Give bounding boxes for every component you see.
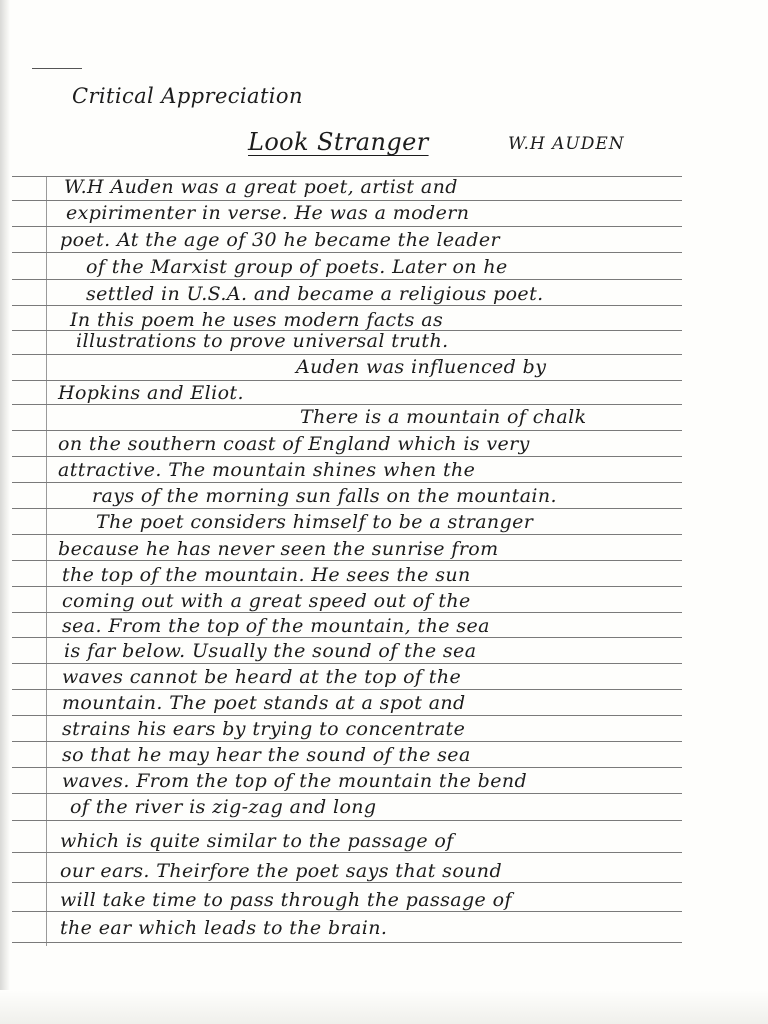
essay-line: because he has never seen the sunrise from <box>58 538 499 560</box>
essay-line: mountain. The poet stands at a spot and <box>62 692 466 714</box>
essay-line: In this poem he uses modern facts as <box>70 309 444 331</box>
page-title: Critical Appreciation <box>72 84 303 108</box>
ruled-line <box>12 456 682 457</box>
ruled-line <box>12 715 682 716</box>
ruled-line <box>12 252 682 253</box>
ruled-line <box>12 586 682 587</box>
essay-line: W.H Auden was a great poet, artist and <box>64 176 458 198</box>
ruled-line <box>12 637 682 638</box>
page-edge-shadow <box>0 0 10 1024</box>
ruled-line <box>12 380 682 381</box>
essay-line: settled in U.S.A. and became a religious poet. <box>86 283 544 305</box>
ruled-line <box>12 560 682 561</box>
ruled-line <box>12 852 682 853</box>
ruled-line <box>12 911 682 912</box>
essay-line: is far below. Usually the sound of the sea <box>64 640 477 662</box>
ruled-line <box>12 200 682 201</box>
essay-line: illustrations to prove universal truth. <box>76 330 449 352</box>
ruled-line <box>12 767 682 768</box>
ruled-line <box>12 689 682 690</box>
essay-line: so that he may hear the sound of the sea <box>62 744 471 766</box>
ruled-line <box>12 305 682 306</box>
ruled-line <box>12 354 682 355</box>
ruled-line <box>12 508 682 509</box>
essay-line: Hopkins and Eliot. <box>58 382 244 404</box>
essay-line: our ears. Theirfore the poet says that sound <box>60 860 503 882</box>
essay-line: coming out with a great speed out of the <box>62 590 471 612</box>
ruled-line <box>12 404 682 405</box>
essay-line: on the southern coast of England which is very <box>58 433 530 455</box>
essay-line: sea. From the top of the mountain, the sea <box>62 615 490 637</box>
author-name: W.H AUDEN <box>508 134 625 154</box>
ruled-line <box>12 663 682 664</box>
essay-line: the top of the mountain. He sees the sun <box>62 564 471 586</box>
essay-line: strains his ears by trying to concentrate <box>62 718 466 740</box>
essay-line: Auden was influenced by <box>296 356 547 378</box>
ruled-line <box>12 820 682 821</box>
ruled-line <box>12 793 682 794</box>
essay-line: attractive. The mountain shines when the <box>58 459 476 481</box>
essay-line: expirimenter in verse. He was a modern <box>66 202 470 224</box>
ruled-line <box>12 612 682 613</box>
page-bottom-shade <box>0 990 768 1024</box>
poem-heading: Look Stranger <box>248 128 429 156</box>
ruled-line <box>12 534 682 535</box>
ruled-line <box>12 882 682 883</box>
essay-line: will take time to pass through the passage of <box>60 889 512 911</box>
essay-line: the ear which leads to the brain. <box>60 917 388 939</box>
essay-line: The poet considers himself to be a stranger <box>96 511 534 533</box>
essay-line: poet. At the age of 30 he became the leader <box>60 229 500 251</box>
margin-line <box>46 176 47 946</box>
ruled-line <box>12 741 682 742</box>
pen-stroke <box>32 68 82 69</box>
ruled-line <box>12 279 682 280</box>
ruled-line <box>12 942 682 943</box>
essay-line: which is quite similar to the passage of <box>60 830 454 852</box>
ruled-line <box>12 482 682 483</box>
essay-line: There is a mountain of chalk <box>300 406 587 428</box>
essay-line: waves cannot be heard at the top of the <box>62 666 462 688</box>
essay-line: rays of the morning sun falls on the mountain. <box>92 485 557 507</box>
essay-line: of the river is zig-zag and long <box>70 796 377 818</box>
essay-line: of the Marxist group of poets. Later on he <box>86 256 508 278</box>
ruled-line <box>12 226 682 227</box>
ruled-line <box>12 430 682 431</box>
essay-line: waves. From the top of the mountain the bend <box>62 770 528 792</box>
